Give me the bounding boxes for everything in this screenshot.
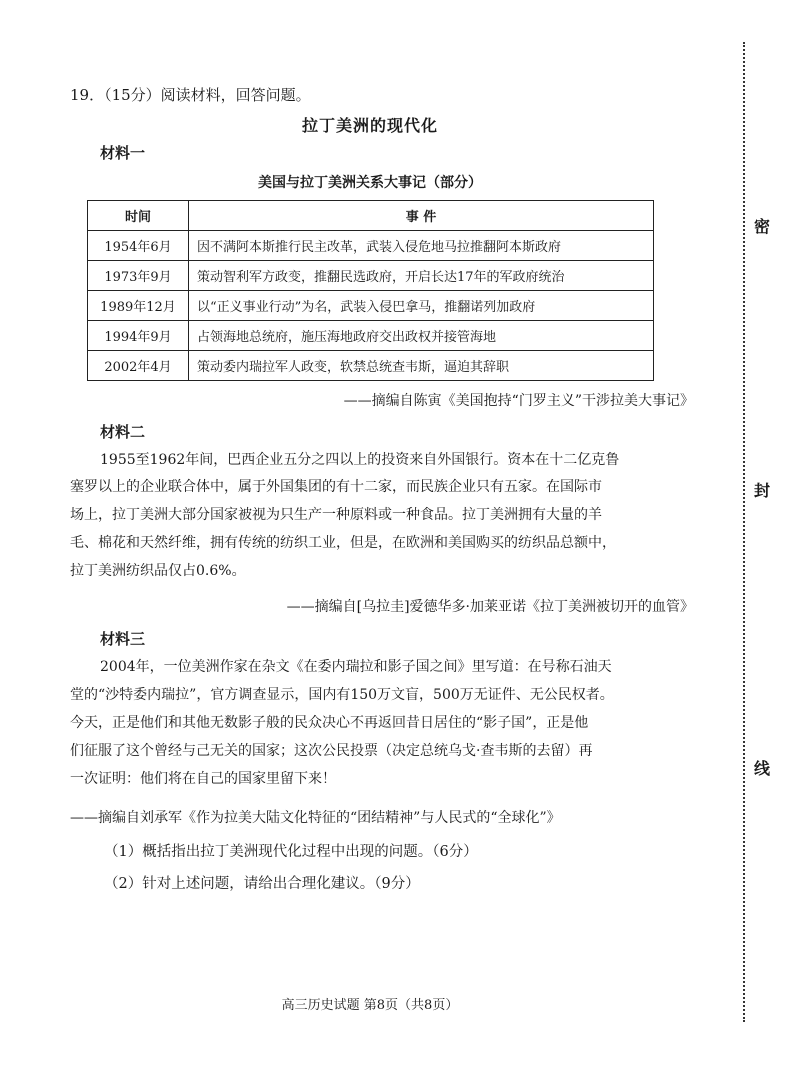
table-row	[88, 321, 654, 351]
table-row	[88, 291, 654, 321]
material3-line: 们征服了这个曾经与己无关的国家；这次公民投票（决定总统乌戈·查韦斯的去留）再	[70, 743, 593, 759]
material2-source: ——摘编自[乌拉圭]爱德华多·加莱亚诺《拉丁美洲被切开的血管》	[286, 599, 694, 615]
column-header-event: 事 件	[189, 201, 654, 231]
material2-line: 场上，拉丁美洲大部分国家被视为只生产一种原料或一种食品。拉丁美洲拥有大量的羊	[70, 507, 602, 523]
material2-label: 材料二	[100, 423, 146, 441]
row-time: 1989年12月	[88, 291, 189, 321]
row-event: 占领海地总统府，施压海地政府交出政权并接管海地	[189, 321, 654, 351]
material2-line: 塞罗以上的企业联合体中，属于外国集团的有十二家，而民族企业只有五家。在国际市	[70, 479, 602, 495]
material2-line: 1955至1962年间，巴西企业五分之四以上的投资来自外国银行。资本在十二亿克鲁	[100, 452, 620, 468]
material3-label: 材料三	[100, 630, 146, 648]
page-footer: 高三历史试题 第8页（共8页）	[281, 998, 459, 1013]
binding-mark-seal: 密	[754, 217, 771, 236]
row-event: 因不满阿本斯推行民主改革，武装入侵危地马拉推翻阿本斯政府	[189, 231, 654, 261]
material3-line: 一次证明：他们将在自己的国家里留下来！	[70, 771, 336, 787]
material2-line: 拉丁美洲纺织品仅占0.6%。	[70, 563, 246, 579]
table-row	[88, 261, 654, 291]
material2-line: 毛、棉花和天然纤维，拥有传统的纺织工业，但是，在欧洲和美国购买的纺织品总额中，	[70, 535, 616, 551]
row-event: 以“正义事业行动”为名，武装入侵巴拿马，推翻诺列加政府	[189, 291, 654, 321]
material3-line: 2004年，一位美洲作家在杂文《在委内瑞拉和影子国之间》里写道：在号称石油天	[100, 659, 612, 675]
question-header: 19．（15分）阅读材料，回答问题。	[70, 86, 311, 104]
table-row	[88, 351, 654, 381]
binding-mark-close: 封	[754, 481, 771, 500]
material1-source: ——摘编自陈寅《美国抱持“门罗主义”干涉拉美大事记》	[343, 393, 694, 409]
question-title: 拉丁美洲的现代化	[301, 116, 438, 135]
table-row	[88, 231, 654, 261]
material3-line: 堂的“沙特委内瑞拉”，官方调查显示，国内有150万文盲，500万无证件、无公民权者。	[70, 687, 614, 703]
row-time: 1994年9月	[88, 321, 189, 351]
subquestion-2: （2）针对上述问题，请给出合理化建议。（9分）	[104, 876, 420, 892]
row-time: 1973年9月	[88, 261, 189, 291]
material1-label: 材料一	[100, 144, 146, 162]
table-header-row	[88, 201, 654, 231]
subquestion-1: （1）概括指出拉丁美洲现代化过程中出现的问题。（6分）	[104, 844, 478, 860]
row-time: 1954年6月	[88, 231, 189, 261]
row-event: 策动委内瑞拉军人政变，软禁总统查韦斯，逼迫其辞职	[189, 351, 654, 381]
column-header-time: 时间	[88, 201, 189, 231]
material1-table-title: 美国与拉丁美洲关系大事记（部分）	[258, 175, 482, 191]
row-time: 2002年4月	[88, 351, 189, 381]
material3-line: 今天，正是他们和其他无数影子般的民众决心不再返回昔日居住的“影子国”，正是他	[70, 715, 589, 731]
material3-source: ——摘编自刘承军《作为拉美大陆文化特征的“团结精神”与人民式的“全球化”》	[70, 810, 561, 826]
events-table	[87, 200, 654, 381]
binding-dotted-line	[743, 42, 745, 1022]
row-event: 策动智利军方政变，推翻民选政府，开启长达17年的军政府统治	[189, 261, 654, 291]
binding-mark-line: 线	[754, 759, 771, 778]
